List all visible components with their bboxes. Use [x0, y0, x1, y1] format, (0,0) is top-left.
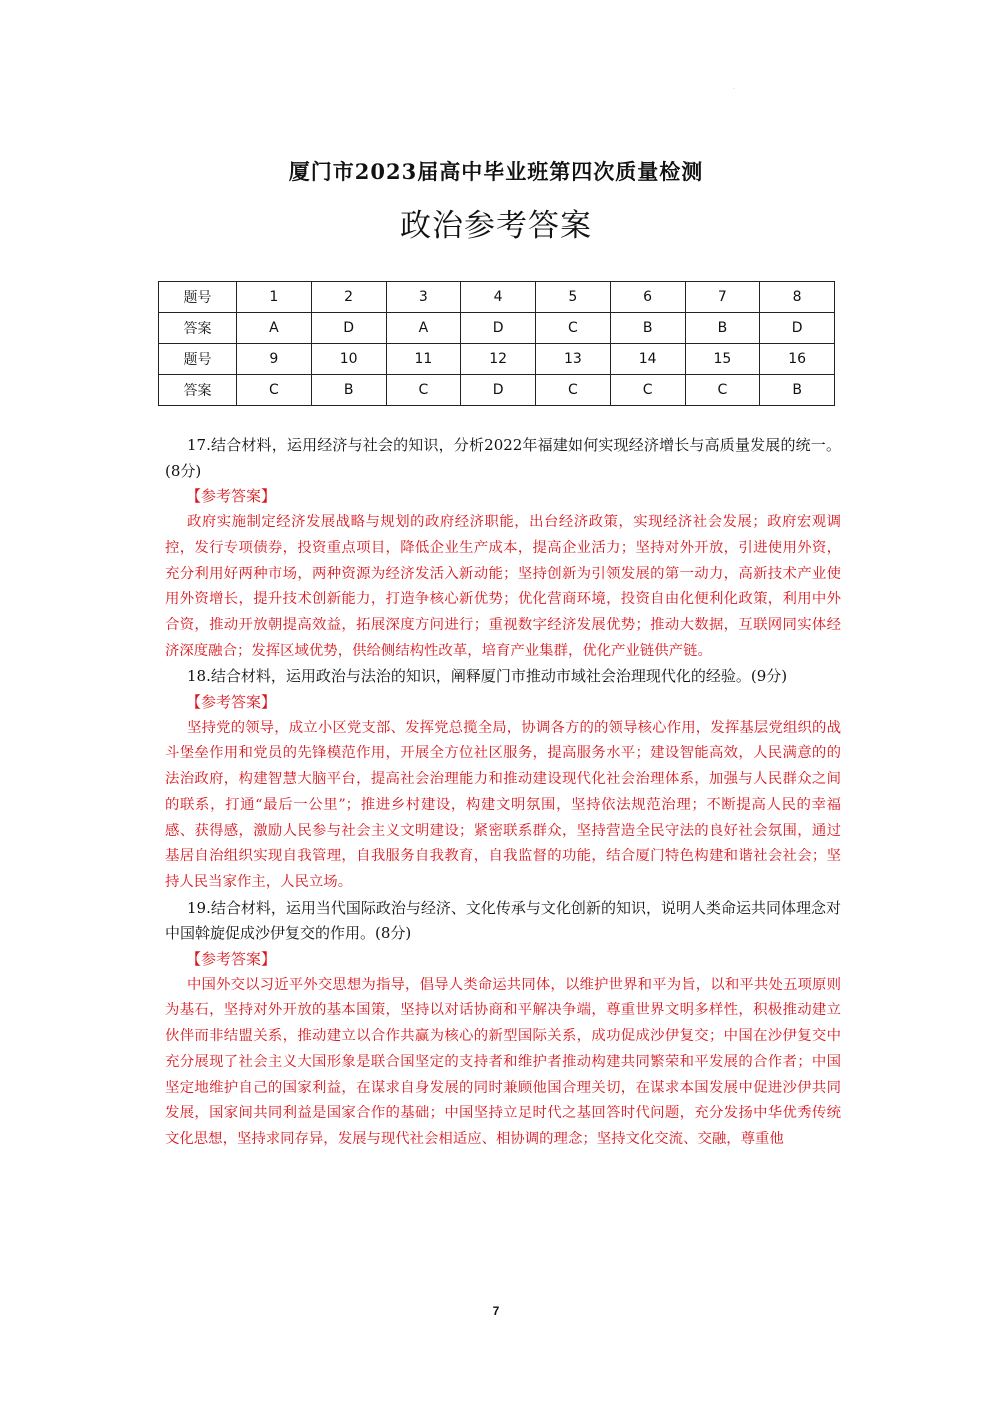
question-number: 8 [760, 282, 835, 313]
question-number: 16 [760, 344, 835, 375]
answer-cell: C [536, 313, 611, 344]
question-number: 15 [685, 344, 760, 375]
question-number: 14 [610, 344, 685, 375]
question-number: 2 [311, 282, 386, 313]
answer-17: 政府实施制定经济发展战略与规划的政府经济职能，出台经济政策，实现经济社会发展；政府宏观调控，发行专项债券，投资重点项目，降低企业生产成本，提高企业活力；坚持对外开放，引进使用外资，充分利用好两种市场，两种资源为经济发活入新动能；坚持创新为引领发展的第一动力，高新技术产业使用外资增长，提升技术创新能力，打造争核心新优势；优化营商环境，投资自由化便利化政策，利用中外合资，推动开放朝提高效益，拓展深度方问进行；重视数字经济发展优势；推动大数据，互联网同实体经济深度融合；发挥区域优势，供给侧结构性改革，培育产业集群，优化产业链供产链。 [165, 514, 841, 659]
answer-cell: C [610, 375, 685, 406]
question-17: 17.结合材料，运用经济与社会的知识，分析2022年福建如何实现经济增长与高质量发展的统一。(8分) [165, 436, 841, 480]
answer-cell: A [237, 313, 312, 344]
question-number: 1 [237, 282, 312, 313]
answer-cell: B [760, 375, 835, 406]
answer-19: 中国外交以习近平外交思想为指导，倡导人类命运共同体，以维护世界和平为旨，以和平共处五项原则为基石，坚持对外开放的基本国策，坚持以对话协商和平解决争端，尊重世界文明多样性，积极推动建立伙伴而非结盟关系，推动建立以合作共赢为核心的新型国际关系，成功促成沙伊复交；中国在沙伊复交中充分展现了社会主义大国形象是联合国坚定的支持者和维护者推动构建共同繁荣和平发展的合作者；中国坚定地维护自己的国家利益，在谋求自身发展的同时兼顾他国合理关切，在谋求本国发展中促进沙伊共同发展，国家间共同利益是国家合作的基础；中国坚持立足时代之基回答时代问题，充分发扬中华优秀传统文化思想，坚持求同存异，发展与现代社会相适应、相协调的理念；坚持文化交流、交融，尊重他 [165, 976, 841, 1147]
answer-row [159, 375, 835, 406]
question-number: 6 [610, 282, 685, 313]
answer-cell: D [311, 313, 386, 344]
reference-answer-label: 【参考答案】 [186, 950, 277, 969]
exam-title: 厦门市2023届高中毕业班第四次质量检测 [288, 159, 704, 184]
answer-table [158, 281, 835, 406]
answer-row [159, 313, 835, 344]
answer-cell: C [386, 375, 461, 406]
corner-mark: · [733, 86, 735, 93]
row-label: 答案 [159, 375, 237, 406]
question-number: 12 [461, 344, 536, 375]
question-number-row [159, 282, 835, 313]
question-number: 7 [685, 282, 760, 313]
row-label: 题号 [159, 344, 237, 375]
question-18: 18.结合材料，运用政治与法治的知识，阐释厦门市推动市域社会治理现代化的经验。(9分) [187, 667, 788, 686]
answer-cell: A [386, 313, 461, 344]
answer-18: 坚持党的领导，成立小区党支部、发挥党总揽全局，协调各方的的领导核心作用，发挥基层党组织的战斗堡垒作用和党员的先锋模范作用，开展全方位社区服务，提高服务水平；建设智能高效，人民满意的的法治政府，构建智慧大脑平台，提高社会治理能力和推动建设现代化社会治理体系，加强与人民群众之间的联系，打通“最后一公里”；推进乡村建设，构建文明氛围，坚持依法规范治理；不断提高人民的幸福感、获得感，激励人民参与社会主义文明建设；紧密联系群众，坚持营造全民守法的良好社会氛围，通过基居自治组织实现自我管理，自我服务自我教育，自我监督的功能，结合厦门特色构建和谐社会社会；坚持人民当家作主，人民立场。 [165, 719, 841, 890]
answer-cell: B [311, 375, 386, 406]
answer-content [165, 433, 841, 1153]
question-number: 3 [386, 282, 461, 313]
answer-cell: B [610, 313, 685, 344]
reference-answer-label: 【参考答案】 [186, 487, 277, 506]
question-number: 13 [536, 344, 611, 375]
reference-answer-label: 【参考答案】 [186, 693, 277, 712]
page-number: 7 [492, 1304, 500, 1318]
answer-cell: D [461, 313, 536, 344]
answer-cell: C [536, 375, 611, 406]
question-number: 4 [461, 282, 536, 313]
answer-cell: B [685, 313, 760, 344]
answer-cell: C [237, 375, 312, 406]
question-number: 11 [386, 344, 461, 375]
question-number-row [159, 344, 835, 375]
question-number: 5 [536, 282, 611, 313]
row-label: 题号 [159, 282, 237, 313]
question-19: 19.结合材料，运用当代国际政治与经济、文化传承与文化创新的知识，说明人类命运共同体理念对中国斡旋促成沙伊复交的作用。(8分) [165, 898, 841, 943]
answer-cell: D [760, 313, 835, 344]
row-label: 答案 [159, 313, 237, 344]
answer-cell: C [685, 375, 760, 406]
answer-cell: D [461, 375, 536, 406]
question-number: 9 [237, 344, 312, 375]
question-number: 10 [311, 344, 386, 375]
answer-key-title: 政治参考答案 [400, 208, 592, 244]
